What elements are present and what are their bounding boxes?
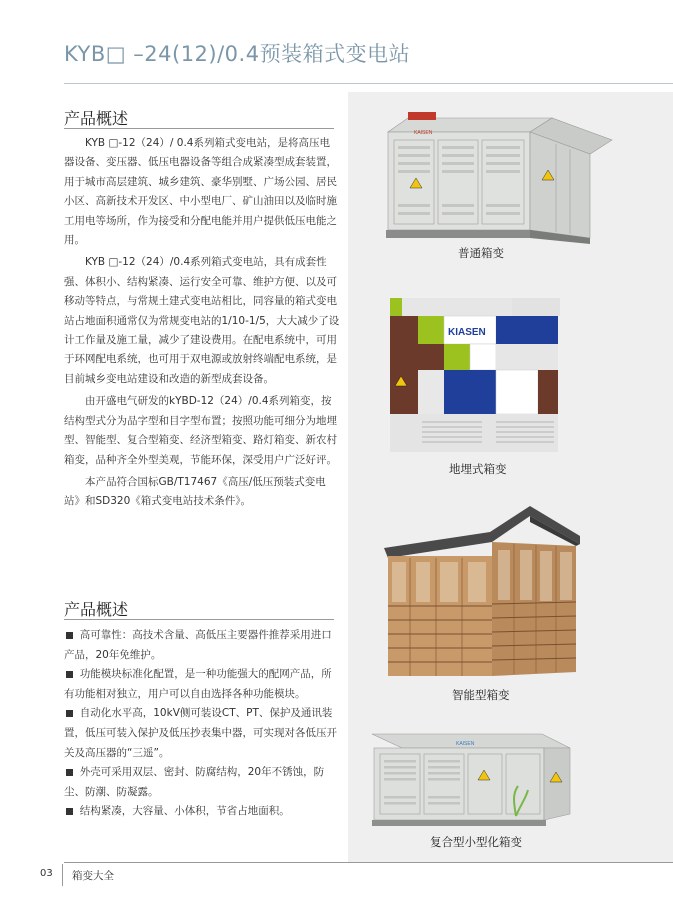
overview-paragraph: KYB □-12（24）/0.4系列箱式变电站，具有成套性强、体积小、结构紧凑、运行安全可靠、维护方便、以及可移动等特点，与常规土建式变电站相比，同容量的箱式变电站占地面积通常仅为常规变电站的1/10-1/5，大大减少了设计工作量及施工量，减少了建设费用。在配电系统中，可用于环网配电系统，也可用于双电源或放射终端配电系统，是目前城乡变电站建设和改造的新型成套设备。 xyxy=(64,256,340,385)
feature-list xyxy=(64,626,340,822)
square-bullet-icon xyxy=(66,769,73,776)
brand-label: KAISEN xyxy=(414,130,433,136)
overview-paragraph: 由开盛电气研发的kYBD-12（24）/0.4系列箱变，按结构型式分为品字型和目字型布置；按照功能可细分为地埋型、智能型、复合型箱变、经济型箱变、路灯箱变、新农村箱变，品种齐全外型美观，节能环保，深受用户广泛好评。 xyxy=(64,395,337,466)
section-divider xyxy=(64,128,334,129)
footer-label: 箱变大全 xyxy=(72,870,114,882)
feature-item: 功能模块标准化配置，是一种功能强大的配网产品，所有功能相对独立，用户可以自由选择各种功能模块。 xyxy=(64,668,332,700)
footer-divider xyxy=(64,862,673,863)
compact-substation-image xyxy=(366,724,586,828)
section-heading-overview: 产品概述 xyxy=(64,109,129,128)
feature-item: 外壳可采用双层、密封、防腐结构，20年不锈蚀，防尘、防潮、防凝露。 xyxy=(64,766,325,798)
brand-label: KAISEN xyxy=(456,741,475,747)
brand-label: KIASEN xyxy=(448,327,486,338)
square-bullet-icon xyxy=(66,632,73,639)
footer-separator xyxy=(62,864,63,886)
intelligent-substation-image xyxy=(380,502,592,682)
feature-item: 结构紧凑，大容量、小体积，节省占地面积。 xyxy=(64,802,340,822)
overview-paragraph: 本产品符合国标GB/T17467《高压/低压预装式变电站》和SD320《箱式变电站技术条件》。 xyxy=(64,475,326,508)
product-caption: 复合型小型化箱变 xyxy=(430,835,522,849)
standard-substation-image xyxy=(380,104,620,244)
page-number: 03 xyxy=(40,868,53,879)
feature-item: 高可靠性：高技术含量、高低压主要器件推荐采用进口产品，20年免维护。 xyxy=(64,629,332,661)
title-divider xyxy=(64,83,673,84)
square-bullet-icon xyxy=(66,710,73,717)
overview-text xyxy=(64,134,340,515)
square-bullet-icon xyxy=(66,808,73,815)
product-caption: 普通箱变 xyxy=(458,246,504,260)
product-caption: 智能型箱变 xyxy=(452,688,510,702)
page-title: KYB□ –24(12)/0.4预装箱式变电站 xyxy=(64,42,411,66)
overview-paragraph: KYB □-12（24）/ 0.4系列箱式变电站，是将高压电器设备、变压器、低压电器设备等组合成紧凑型成套装置，用于城市高层建筑、城乡建筑、豪华别墅、广场公园、居民小区、高新技术开发区、中小型电厂、矿山油田以及临时施工用电等场所，作为接受和分配电能并用户提供低压电能之用。 xyxy=(64,137,337,247)
section-heading-features: 产品概述 xyxy=(64,600,129,619)
square-bullet-icon xyxy=(66,671,73,678)
buried-substation-image xyxy=(382,290,562,460)
section-divider xyxy=(64,619,334,620)
feature-item: 自动化水平高，10kV侧可装设CT、PT、保护及通讯装置，低压可装入保护及低压抄表集中器，可实现对各低压开关及高压器的“三遥”。 xyxy=(64,707,337,759)
product-caption: 地埋式箱变 xyxy=(449,462,507,476)
